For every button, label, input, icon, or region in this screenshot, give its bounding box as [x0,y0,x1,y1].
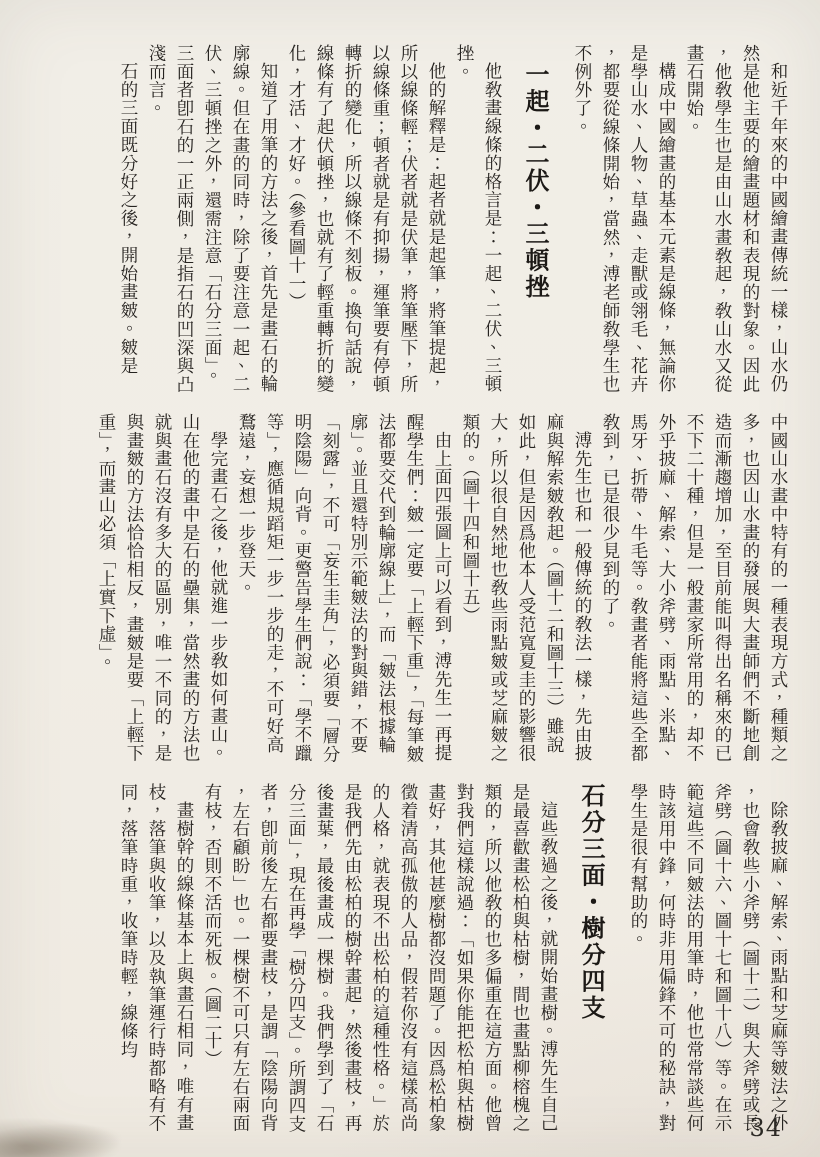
text-band-top [50,44,792,396]
section-heading-rock-tree: 石分三面・樹分四支 [577,783,605,1022]
paragraph: 他敎畫線條的格言是：一起、二伏、三頓挫。 [454,44,502,394]
section-heading-stroke-formula: 一起・二伏・三頓挫 [521,62,549,301]
paragraph: 知道了用筆的方法之後，首先是畫石的輪廓線。但在畫的同時，除了要注意一起、二伏、三頓挫之外，還需注意「石分三面」。三面者卽石的一正兩側，是指石的凹深與凸淺而言。 [146,44,278,394]
text-band-bottom [50,783,792,1135]
paragraph-continuation: 中國山水畫中特有的一種表現方式，種類之多，也因山水畫的發展與大畫師們不斷地創造而漸趨增加，至目前能叫得出名稱來的已不下二十種，但是一般畫家所常用的，却不外乎披麻、解索、大小斧劈、雨點、米點、馬牙、折帶、牛毛等。敎畫者能將這些全都敎到，已是很少見到的了。 [600,413,788,763]
page-number: 34 [749,1114,782,1142]
paragraph: 他的解釋是：起者就是起筆，將筆提起，所以線條輕；伏者就是伏筆，將筆壓下，所以線條重；頓者就是有抑揚，運筆要有停頓轉折的變化，所以線條不刻板。換句話說，線條有了起伏頓挫，也就有了輕重轉折的變化，才活、才好。（參看圖十一） [286,44,446,394]
paragraph: 畫樹幹的線條基本上與畫石相同，唯有畫枝，落筆與收筆，以及執筆運行時都略有不同，落筆時重，收筆時輕，線條均 [118,783,194,1133]
paragraph: 和近千年來的中國繪畫傳統一樣，山水仍然是他主要的繪畫題材和表現的對象。因此，他敎學生也是由山水畫敎起，敎山水又從畫石開始。 [684,44,788,394]
paragraph: 由上面四張圖上可以看到，溥先生一再提醒學生們：皴一定要「上輕下重」，「每筆皴法都要交代到輪廓線上」，而「皴法根據輪廓」。並且還特別示範皴法的對與錯，不要「刻露」，不可「妄生圭角」，必須要「層分明陰陽」向背。更警告學生們說：「學不躐等」，應循規蹈矩一步一步的走，不可好高鶩遠，妄想一步登天。 [236,413,452,764]
paragraph: 構成中國繪畫的基本元素是線條，無論你是學山水、人物、草蟲、走獸或翎毛、花卉，都要從線條開始，當然，溥老師敎學生也不例外了。 [572,44,676,394]
paragraph: 這些敎過之後，就開始畫樹。溥先生自己是最喜歡畫松柏與枯樹，間也畫點柳榕槐之類的，所以他敎的也多偏重在這方面。他曾對我們這樣說過：「如果你能把松柏與枯樹畫好，其他甚麼樹都沒問題了。因爲松柏象徵着清高孤傲的人品，假若你沒有這樣高尚的人格，就表現不出松柏的這種性格。」於是我們先由松柏的樹幹畫起，然後畫枝，再後畫葉，最後畫成一棵樹。我們學到了「石分三面」，現在再學「樹分四支」。所謂四支者，卽前後左右都要畫枝，是謂「陰陽向背，左右顧盼」也。一棵樹不可只有左右兩面有枝，否則不活而死板。（圖二十） [202,783,558,1134]
text-band-middle [50,413,792,765]
paragraph: 除敎披麻、解索、雨點和芝麻等皴法之外，也會敎些小斧劈（圖十二）與大斧劈或長斧劈（圖十六、圖十七和圖十八）等。在示範這些不同皴法的用筆時，他也常常談些何時該用中鋒，何時非用偏鋒不可的秘訣，對學生是很有幫助的。 [628,783,788,1133]
paragraph: 溥先生也和一般傳統的敎法一樣，先由披麻與解索皴敎起。（圖十二和圖十三）雖說如此，但是因爲他本人受范寬夏圭的影響很大，所以很自然地也敎些雨點皴或芝麻皴之類的。（圖十四和圖十五） [460,413,592,763]
paragraph: 石的三面既分好之後，開始畫皴。皴是 [118,62,138,375]
paragraph: 學完畫石之後，他就進一步敎如何畫山。山在他的畫中是石的壘集，當然畫的方法也就與畫石沒有多大的區別，唯一不同的，是與畫皴的方法恰恰相反，畫皴是要「上輕下重」，而畫山必須「上實下虛」。 [96,413,228,763]
